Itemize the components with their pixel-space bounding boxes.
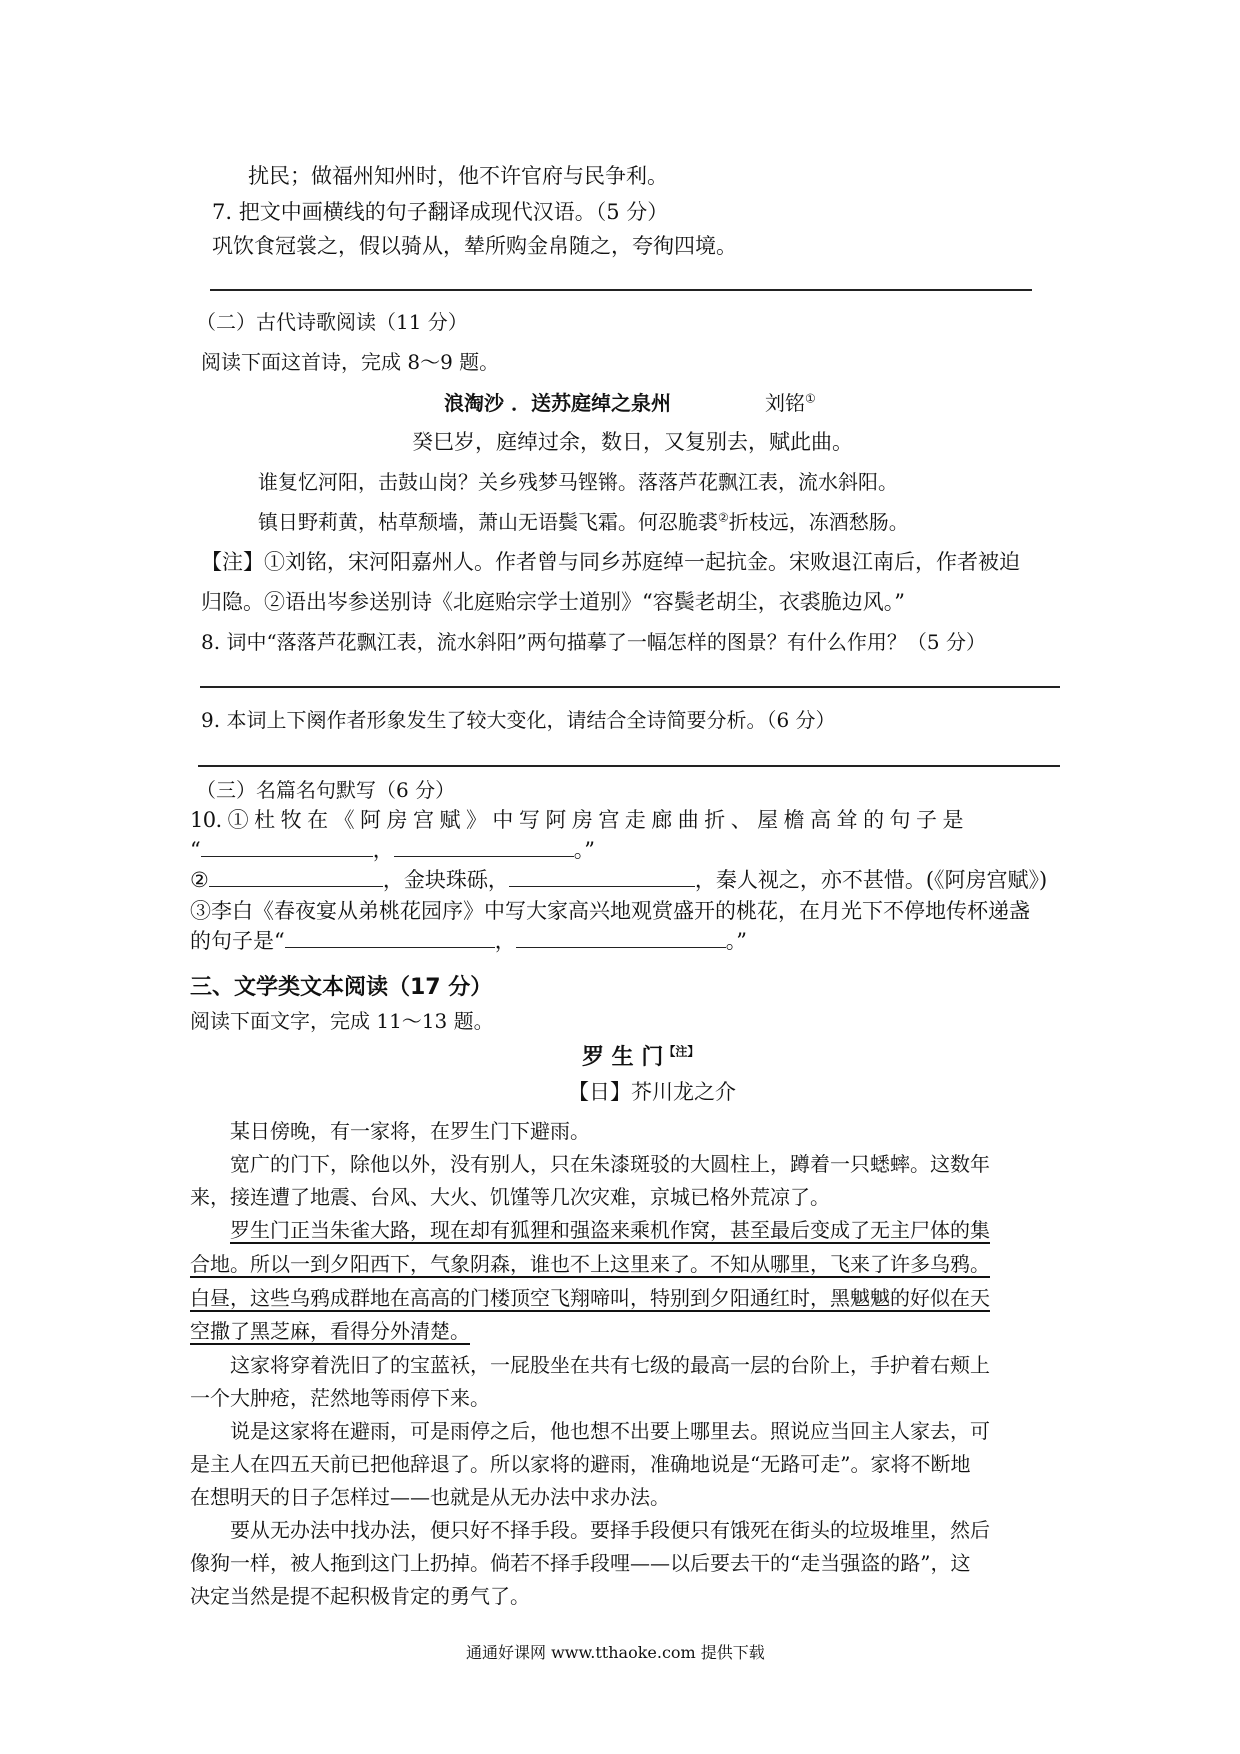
story-line: 要从无办法中找办法，便只好不择手段。要择手段便只有饿死在街头的垃圾堆里，然后 xyxy=(230,1518,990,1542)
story-line: 来，接连遭了地震、台风、大火、饥馑等几次灾难，京城已格外荒凉了。 xyxy=(190,1185,830,1209)
question-10-2: ② ，金块珠砾， ，秦人视之，亦不甚惜。(《阿房宫赋》) xyxy=(190,868,1048,892)
story-line: 决定当然是提不起积极肯定的勇气了。 xyxy=(190,1584,530,1608)
question-9: 9. 本词上下阕作者形象发生了较大变化，请结合全诗简要分析。（6 分） xyxy=(201,708,836,732)
story-line: 这家将穿着洗旧了的宝蓝袄，一屁股坐在共有七级的最高一层的台阶上，手护着右颊上 xyxy=(230,1353,990,1377)
answer-line xyxy=(210,289,1032,291)
story-line: 像狗一样，被人拖到这门上扔掉。倘若不择手段哩——以后要去干的“走当强盗的路”，这 xyxy=(190,1551,971,1575)
page-footer: 通通好课网 www.tthaoke.com 提供下载 xyxy=(466,1643,765,1662)
poem-preface: 癸巳岁，庭绰过余，数日，又复别去，赋此曲。 xyxy=(412,430,853,454)
question-10-blanks: “ ， 。” xyxy=(190,838,595,862)
poem-note-2: 归隐。②语出岑参送别诗《北庭贻宗学士道别》“容鬓老胡尘，衣裘脆边风。” xyxy=(201,590,905,614)
story-paragraph: 某日傍晚，有一家将，在罗生门下避雨。 xyxy=(230,1119,590,1143)
poem-author: 刘铭① xyxy=(765,391,816,415)
question-7: 7. 把文中画横线的句子翻译成现代汉语。（5 分） xyxy=(212,200,669,224)
story-line: 说是这家将在避雨，可是雨停之后，他也想不出要上哪里去。照说应当回主人家去，可 xyxy=(230,1419,990,1443)
underlined-line: 空撒了黑芝麻，看得分外清楚。 xyxy=(190,1319,470,1343)
poetry-intro: 阅读下面这首诗，完成 8～9 题。 xyxy=(201,350,500,374)
question-10-3: ③李白《春夜宴从弟桃花园序》中写大家高兴地观赏盛开的桃花，在月光下不停地传杯递盏 xyxy=(190,899,1030,923)
question-8: 8. 词中“落落芦花飘江表，流水斜阳”两句描摹了一幅怎样的图景？有什么作用？（5 分） xyxy=(201,630,986,654)
story-line: 宽广的门下，除他以外，没有别人，只在朱漆斑驳的大圆柱上，蹲着一只蟋蟀。这数年 xyxy=(230,1152,990,1176)
text-line: 扰民；做福州知州时，他不许官府与民争利。 xyxy=(248,164,668,188)
underlined-line: 罗生门正当朱雀大路，现在却有狐狸和强盗来乘机作窝，甚至最后变成了无主尸体的集 xyxy=(230,1218,990,1242)
answer-line xyxy=(198,765,1060,767)
story-line: 是主人在四五天前已把他辞退了。所以家将的避雨，准确地说是“无路可走”。家将不断地 xyxy=(190,1452,971,1476)
question-10-line: 10. ① 杜 牧 在 《 阿 房 宫 赋 》 中 写 阿 房 宫 走 廊 曲 折 、 屋 檐 高 耸 的 句 子 是 xyxy=(190,808,963,832)
answer-line xyxy=(200,686,1060,688)
section-heading-dictation: （三）名篇名句默写（6 分） xyxy=(196,778,456,802)
section-heading-literature: 三、文学类文本阅读（17 分） xyxy=(190,975,493,1000)
question-10-3-blanks: 的句子是“ ， 。” xyxy=(190,929,747,953)
poem-line-1: 谁复忆河阳，击鼓山岗？关乡残梦马铿锵。落落芦花飘江表，流水斜阳。 xyxy=(258,470,898,494)
underlined-line: 合地。所以一到夕阳西下，气象阴森，谁也不上这里来了。不知从哪里，飞来了许多乌鸦。 xyxy=(190,1252,990,1276)
poem-title: 浪淘沙 ．送苏庭绰之泉州 xyxy=(444,391,671,415)
question-7-text: 巩饮食冠裳之，假以骑从，辇所购金帛随之，夸徇四境。 xyxy=(212,234,737,258)
story-author: 【日】芥川龙之介 xyxy=(568,1080,736,1104)
literature-intro: 阅读下面文字，完成 11～13 题。 xyxy=(190,1009,494,1033)
poem-line-2: 镇日野莉黄，枯草颓墙，萧山无语鬓飞霜。何忍脆裘②折枝远，冻酒愁肠。 xyxy=(258,510,909,534)
underlined-line: 白昼，这些乌鸦成群地在高高的门楼顶空飞翔啼叫，特别到夕阳通红时，黑魆魆的好似在天 xyxy=(190,1286,990,1310)
story-line: 一个大肿疮，茫然地等雨停下来。 xyxy=(190,1386,490,1410)
section-heading-poetry: （二）古代诗歌阅读（11 分） xyxy=(196,310,468,334)
story-title: 罗 生 门$^{【注】}$ xyxy=(582,1044,700,1070)
story-line: 在想明天的日子怎样过——也就是从无办法中求办法。 xyxy=(190,1485,670,1509)
poem-note-1: 【注】①刘铭，宋河阳嘉州人。作者曾与同乡苏庭绰一起抗金。宋败退江南后，作者被迫 xyxy=(201,550,1020,574)
